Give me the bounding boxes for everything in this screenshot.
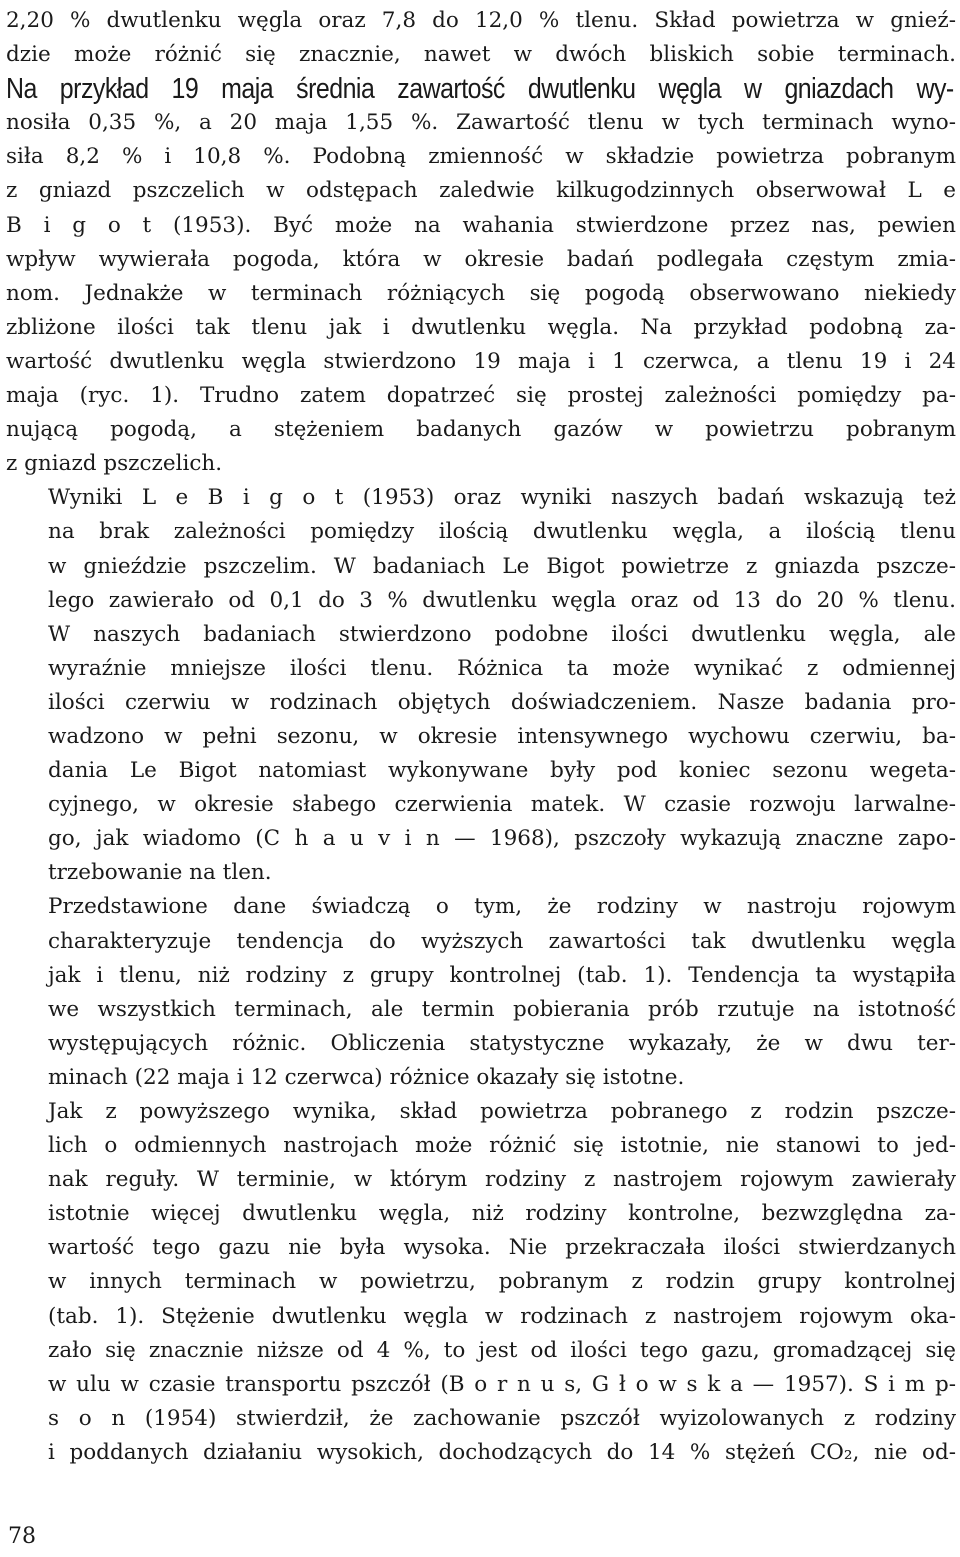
text-line: ilości czerwiu w rodzinach objętych doświadczeniem. Nasze badania pro- [48,689,956,715]
text-line: z gniazd pszczelich. [6,451,223,477]
text-line: Jak z powyższego wynika, skład powietrza pobranego z rodzin pszcze- [48,1099,956,1124]
text-line: Przedstawione dane świadczą o tym, że rodziny w nastroju rojowym [48,894,956,920]
text-line: (tab. 1). Stężenie dwutlenku węgla w rodzinach z nastrojem rojowym oka- [48,1303,956,1329]
text-line: lich o odmiennych nastrojach może różnić się istotnie, nie stanowi to jed- [48,1133,956,1159]
paragraph-2 [6,481,956,890]
text-line: nosiła 0,35 %, a 20 maja 1,55 %. Zawartość tlenu w tych terminach wyno- [6,110,956,136]
text-line: jak i tlenu, niż rodziny z grupy kontrolnej (tab. 1). Tendencja ta wystąpiła [48,962,956,988]
text-line: siła 8,2 % i 10,8 %. Podobną zmienność w składzie powietrza pobranym [6,144,956,170]
text-line: z gniazd pszczelich w odstępach zaledwie kilkugodzinnych obserwował L e [6,178,956,204]
text-line: wadzono w pełni sezonu, w okresie intensywnego wychowu czerwiu, ba- [48,723,956,749]
paragraph-3 [6,890,956,1095]
text-line: wpływ wywierała pogoda, która w okresie badań podlegała częstym zmia- [6,246,956,272]
text-line: B i g o t (1953). Być może na wahania stwierdzone przez nas, pewien [6,212,956,238]
text-line: nak reguły. W terminie, w którym rodziny z nastrojem rojowym zawierały [48,1167,956,1193]
paragraph-4 [6,1095,956,1470]
text-line: w innych terminach w powietrzu, pobranym z rodzin grupy kontrolnej [48,1269,956,1295]
text-line: dzie może różnić się znacznie, nawet w dwóch bliskich sobie terminach. [6,42,956,68]
text-line: lego zawierało od 0,1 do 3 % dwutlenku węgla oraz od 13 do 20 % tlenu. [48,587,956,613]
text-line: istotnie więcej dwutlenku węgla, niż rodziny kontrolne, bezwzględna za- [48,1201,956,1227]
text-line: wyraźnie mniejsze ilości tlenu. Różnica ta może wynikać z odmiennej [48,655,956,681]
text-line: charakteryzuje tendencja do wyższych zawartości tak dwutlenku węgla [48,928,956,954]
text-line: minach (22 maja i 12 czerwca) różnice okazały się istotne. [48,1064,685,1090]
text-line: we wszystkich terminach, ale termin pobierania prób rzutuje na istotność [48,996,956,1022]
text-line: cyjnego, w okresie słabego czerwienia matek. W czasie rozwoju larwalne- [48,792,956,818]
text-line: zbliżone ilości tak tlenu jak i dwutlenku węgla. Na przykład podobną za- [6,314,956,340]
text-line: w gnieździe pszczelim. W badaniach Le Bigot powietrze z gniazda pszcze- [48,553,956,579]
text-line: maja (ryc. 1). Trudno zatem dopatrzeć się prostej zależności pomiędzy pa- [6,383,956,409]
text-line: wartość tego gazu nie była wysoka. Nie przekraczała ilości stwierdzanych [48,1235,956,1261]
body-text [6,4,956,1470]
text-line: 2,20 % dwutlenku węgla oraz 7,8 do 12,0 % tlenu. Skład powietrza w gnieź- [6,8,956,33]
page-number: 78 [8,1524,36,1549]
text-line: i poddanych działaniu wysokich, dochodzących do 14 % stężeń CO₂, nie od- [48,1439,956,1465]
text-line: nującą pogodą, a stężeniem badanych gazów w powietrzu pobranym [6,417,956,443]
text-line: Wyniki L e B i g o t (1953) oraz wyniki naszych badań wskazują też [48,485,956,511]
text-line: go, jak wiadomo (C h a u v i n — 1968), pszczoły wykazują znaczne zapo- [48,826,956,852]
text-line: występujących różnic. Obliczenia statystyczne wykazały, że w dwu ter- [48,1030,956,1056]
text-line: wartość dwutlenku węgla stwierdzono 19 maja i 1 czerwca, a tlenu 19 i 24 [6,348,956,374]
text-line: Na przykład 19 maja średnia zawartość dwutlenku węgla w gniazdach wy- [6,73,954,106]
paragraph-1 [6,4,956,481]
text-line: s o n (1954) stwierdził, że zachowanie pszczół wyizolowanych z rodziny [48,1405,956,1431]
text-line: na brak zależności pomiędzy ilością dwutlenku węgla, a ilością tlenu [48,519,956,545]
text-line: zało się znacznie niższe od 4 %, to jest od ilości tego gazu, gromadzącej się [48,1337,956,1363]
text-line: trzebowanie na tlen. [48,860,272,886]
text-line: nom. Jednakże w terminach różniących się pogodą obserwowano niekiedy [6,280,956,306]
text-line: dania Le Bigot natomiast wykonywane były pod koniec sezonu wegeta- [48,758,956,784]
text-line: w ulu w czasie transportu pszczół (B o r n u s, G ł o w s k a — 1957). S i m p- [48,1371,956,1397]
text-line: W naszych badaniach stwierdzono podobne ilości dwutlenku węgla, ale [48,621,956,647]
